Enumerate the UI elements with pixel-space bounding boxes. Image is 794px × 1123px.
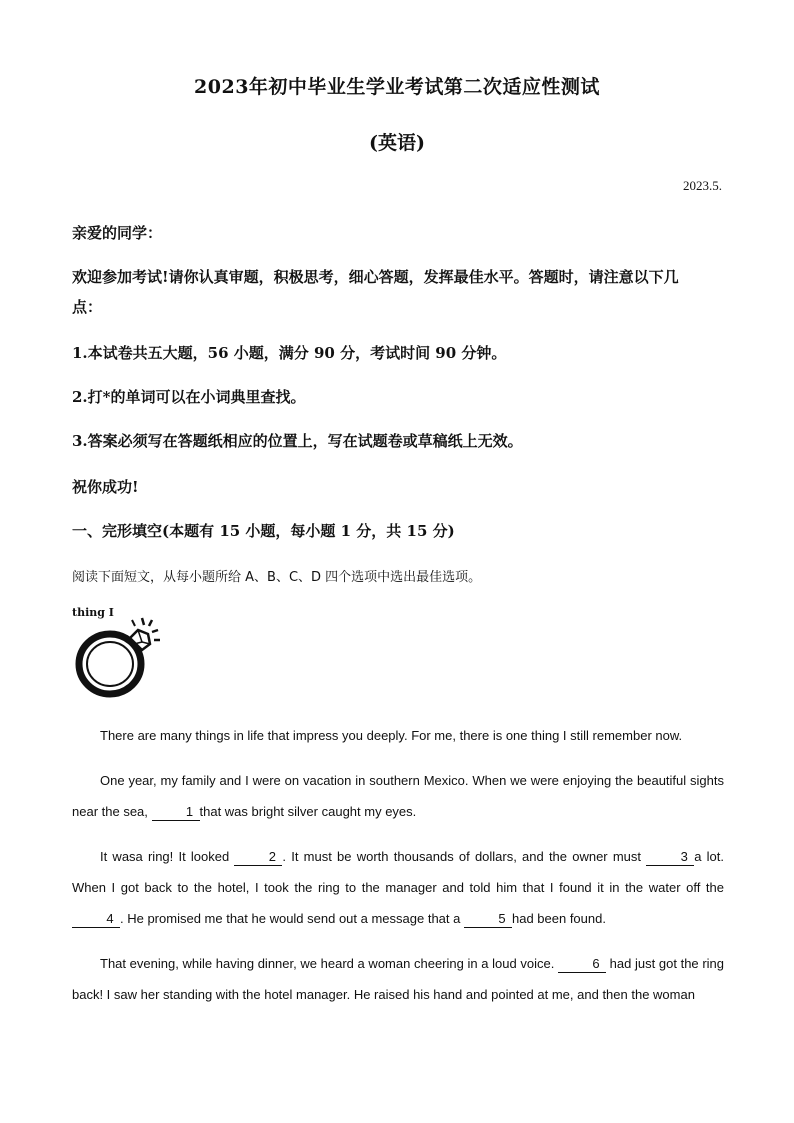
- instruction-item-2: 2.打*的单词可以在小词典里查找。: [72, 388, 306, 406]
- instruction-item-3: 3.答案必须写在答题纸相应的位置上，写在试题卷或草稿纸上无效。: [72, 432, 523, 450]
- welcome-line-1: 欢迎参加考试!请你认真审题，积极思考，细心答题，发挥最佳水平。答题时，请注意以下几: [72, 268, 679, 286]
- section-direction: 阅读下面短文，从每小题所给 A、B、C、D 四个选项中选出最佳选项。: [72, 570, 482, 585]
- passage-text: had just got the ring back! I saw her standing with the hotel manager. He raised his hand and pointed at me, and then the woman: [72, 956, 724, 1002]
- passage-text: That evening, while having dinner, we heard a woman cheering in a loud voice.: [100, 956, 558, 971]
- passage-text: that was bright silver caught my eyes.: [199, 804, 417, 819]
- passage-paragraph-2: [72, 765, 724, 827]
- instruction-item-1: 1.本试卷共五大题，56 小题，满分 90 分，考试时间 90 分钟。: [72, 344, 507, 362]
- blank-3: 3: [646, 849, 694, 866]
- passage-paragraph-3: [72, 841, 724, 934]
- exam-subject: (英语): [369, 132, 425, 154]
- image-caption: thing I: [72, 606, 114, 619]
- blank-1: 1: [152, 804, 200, 821]
- passage-text: had been found.: [511, 911, 606, 926]
- passage-paragraph-1: [72, 720, 724, 751]
- greeting: 亲爱的同学：: [72, 224, 163, 242]
- blank-6: 6: [558, 956, 606, 973]
- blank-2: 2: [234, 849, 282, 866]
- passage-text: a lot. When I got back to the hotel, I took the ring to the manager and told him that I found it in the water off the: [72, 849, 724, 895]
- welcome-line-2: 点：: [72, 298, 103, 316]
- good-luck: 祝你成功!: [72, 478, 139, 496]
- passage-text: . He promised me that he would send out a message that a: [120, 911, 464, 926]
- passage-text: There are many things in life that impress you deeply. For me, there is one thing I still remember now.: [100, 728, 683, 743]
- passage-paragraph-4: [72, 948, 724, 1010]
- exam-date: 2023.5.: [683, 178, 722, 193]
- passage-text: One year, my family and I were on vacation in southern Mexico. When we were enjoying the beautiful sights near the sea,: [72, 773, 724, 819]
- blank-5: 5: [464, 911, 512, 928]
- blank-4: 4: [72, 911, 120, 928]
- diamond-ring-icon: [72, 604, 172, 700]
- passage-text: . It must be worth thousands of dollars, and the owner must: [282, 849, 647, 864]
- passage-text: It wasa ring! It looked: [100, 849, 235, 864]
- section-heading: 一、完形填空(本题有 15 小题，每小题 1 分，共 15 分): [72, 522, 455, 540]
- exam-title: 2023年初中毕业生学业考试第二次适应性测试: [194, 76, 600, 98]
